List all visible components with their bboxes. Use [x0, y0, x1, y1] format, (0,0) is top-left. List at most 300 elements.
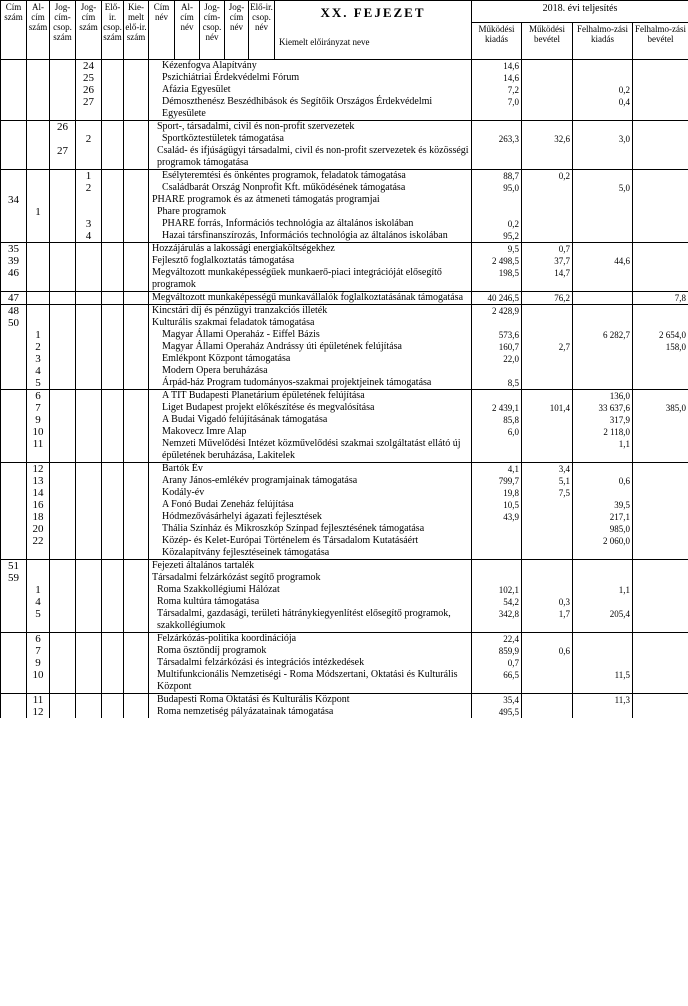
cim-szam: [1, 438, 27, 463]
mukodesi-bevetel-value: 0,2: [522, 170, 573, 183]
empty-cell: [102, 292, 124, 305]
mukodesi-bevetel-value: [522, 426, 573, 438]
mukodesi-kiadas-value: 342,8: [472, 608, 522, 633]
mukodesi-bevetel-value: [522, 584, 573, 596]
empty-cell: [102, 511, 124, 523]
mukodesi-kiadas-value: [472, 365, 522, 377]
table-row: [1, 377, 688, 390]
item-name: Sportköztestületek támogatása: [149, 133, 472, 145]
item-name: Megváltozott munkaképességűek munkaerő-piaci integrációját elősegítő programok: [149, 267, 472, 292]
jogcimcsop-szam: [50, 584, 76, 596]
table-row: [1, 426, 688, 438]
mukodesi-kiadas-value: 22,4: [472, 633, 522, 646]
jogcim-szam: [76, 560, 102, 573]
empty-cell: [124, 72, 149, 84]
felhalmozasi-bevetel-value: [633, 390, 688, 403]
alcim-szam: [27, 96, 50, 121]
felhalmozasi-bevetel-value: [633, 426, 688, 438]
alcim-szam: 18: [27, 511, 50, 523]
empty-cell: [102, 182, 124, 194]
item-name: Magyar Állami Operaház - Eiffel Bázis: [149, 329, 472, 341]
cim-szam: [1, 329, 27, 341]
jogcim-szam: [76, 657, 102, 669]
empty-cell: [124, 133, 149, 145]
cim-szam: 50: [1, 317, 27, 329]
jogcimcsop-szam: [50, 317, 76, 329]
jogcimcsop-szam: [50, 365, 76, 377]
empty-cell: [102, 499, 124, 511]
jogcimcsop-szam: [50, 353, 76, 365]
felhalmozasi-kiadas-value: [573, 170, 633, 183]
mukodesi-bevetel-value: [522, 572, 573, 584]
mukodesi-kiadas-value: 0,2: [472, 218, 522, 230]
mukodesi-kiadas-value: 160,7: [472, 341, 522, 353]
mukodesi-kiadas-value: 10,5: [472, 499, 522, 511]
empty-cell: [124, 206, 149, 218]
cim-szam: [1, 60, 27, 73]
felhalmozasi-kiadas-value: [573, 596, 633, 608]
felhalmozasi-kiadas-value: [573, 633, 633, 646]
item-name: Társadalmi felzárkózási és integrációs intézkedések: [149, 657, 472, 669]
alcim-szam: 13: [27, 475, 50, 487]
item-name: Liget Budapest projekt előkészítése és megvalósítása: [149, 402, 472, 414]
table-row: [1, 133, 688, 145]
empty-cell: [124, 596, 149, 608]
felhalmozasi-kiadas-value: 6 282,7: [573, 329, 633, 341]
felhalmozasi-bevetel-value: [633, 633, 688, 646]
mukodesi-kiadas-value: [472, 121, 522, 134]
jogcim-szam: [76, 194, 102, 206]
jogcim-szam: [76, 596, 102, 608]
cim-szam: [1, 218, 27, 230]
item-name: Roma Szakkollégiumi Hálózat: [149, 584, 472, 596]
jogcimcsop-szam: [50, 96, 76, 121]
mukodesi-kiadas-value: 14,6: [472, 60, 522, 73]
cim-szam: [1, 377, 27, 390]
header-eloircsop-szam: Elő-ir. csop. szám: [102, 1, 124, 60]
alcim-szam: 5: [27, 377, 50, 390]
alcim-szam: 12: [27, 463, 50, 476]
jogcim-szam: [76, 145, 102, 170]
jogcim-szam: [76, 572, 102, 584]
alcim-szam: 1: [27, 584, 50, 596]
felhalmozasi-kiadas-value: [573, 317, 633, 329]
empty-cell: [124, 230, 149, 243]
empty-cell: [102, 60, 124, 73]
felhalmozasi-bevetel-value: [633, 96, 688, 121]
mukodesi-kiadas-value: 95,2: [472, 230, 522, 243]
item-name: A TIT Budapesti Planetárium épületének felújítása: [149, 390, 472, 403]
jogcimcsop-szam: [50, 230, 76, 243]
header-kiemelt-szam: Kie-melt elő-ir. szám: [124, 1, 149, 60]
empty-cell: [102, 463, 124, 476]
table-row: [1, 572, 688, 584]
alcim-szam: [27, 84, 50, 96]
table-row: [1, 267, 688, 292]
cim-szam: [1, 414, 27, 426]
mukodesi-kiadas-value: [472, 206, 522, 218]
item-name: A Fonó Budai Zeneház felújítása: [149, 499, 472, 511]
felhalmozasi-bevetel-value: [633, 463, 688, 476]
jogcim-szam: [76, 608, 102, 633]
item-name: Nemzeti Művelődési Intézet közművelődési szakmai szolgáltatást ellátó új épületének beruházása, Lakitelek: [149, 438, 472, 463]
mukodesi-bevetel-value: [522, 438, 573, 463]
felhalmozasi-bevetel-value: 2 654,0: [633, 329, 688, 341]
felhalmozasi-kiadas-value: 5,0: [573, 182, 633, 194]
jogcim-szam: [76, 206, 102, 218]
felhalmozasi-kiadas-value: 2 118,0: [573, 426, 633, 438]
cim-szam: [1, 669, 27, 694]
mukodesi-bevetel-value: [522, 669, 573, 694]
mukodesi-bevetel-value: [522, 329, 573, 341]
cim-szam: [1, 206, 27, 218]
header-jogcim-nev: Jog-cím név: [225, 1, 249, 60]
item-name: Árpád-ház Program tudományos-szakmai projektjeinek támogatása: [149, 377, 472, 390]
empty-cell: [124, 523, 149, 535]
jogcim-szam: [76, 633, 102, 646]
mukodesi-kiadas-value: 43,9: [472, 511, 522, 523]
mukodesi-kiadas-value: 88,7: [472, 170, 522, 183]
table-row: [1, 511, 688, 523]
jogcimcsop-szam: [50, 475, 76, 487]
alcim-szam: [27, 182, 50, 194]
felhalmozasi-kiadas-value: [573, 305, 633, 318]
item-name: Társadalmi felzárkózást segítő programok: [149, 572, 472, 584]
felhalmozasi-kiadas-value: 11,5: [573, 669, 633, 694]
jogcim-szam: [76, 377, 102, 390]
empty-cell: [124, 121, 149, 134]
empty-cell: [102, 194, 124, 206]
jogcimcsop-szam: [50, 523, 76, 535]
jogcim-szam: [76, 414, 102, 426]
item-name: Budapesti Roma Oktatási és Kulturális Központ: [149, 694, 472, 707]
felhalmozasi-kiadas-value: [573, 218, 633, 230]
alcim-szam: 5: [27, 608, 50, 633]
alcim-szam: 4: [27, 365, 50, 377]
alcim-szam: [27, 194, 50, 206]
empty-cell: [124, 377, 149, 390]
jogcim-szam: 27: [76, 96, 102, 121]
jogcimcsop-szam: [50, 487, 76, 499]
empty-cell: [124, 584, 149, 596]
item-name: Emlékpont Központ támogatása: [149, 353, 472, 365]
felhalmozasi-bevetel-value: [633, 255, 688, 267]
mukodesi-kiadas-value: [472, 145, 522, 170]
table-row: [1, 145, 688, 170]
table-row: [1, 523, 688, 535]
mukodesi-bevetel-value: [522, 377, 573, 390]
jogcimcsop-szam: [50, 535, 76, 560]
felhalmozasi-kiadas-value: [573, 60, 633, 73]
felhalmozasi-bevetel-value: [633, 535, 688, 560]
jogcimcsop-szam: [50, 341, 76, 353]
jogcimcsop-szam: [50, 267, 76, 292]
empty-cell: [102, 390, 124, 403]
jogcim-szam: [76, 584, 102, 596]
mukodesi-bevetel-value: [522, 60, 573, 73]
table-row: [1, 353, 688, 365]
table-row: [1, 475, 688, 487]
item-name: Makovecz Imre Alap: [149, 426, 472, 438]
mukodesi-kiadas-value: 102,1: [472, 584, 522, 596]
item-name: Roma kultúra támogatása: [149, 596, 472, 608]
empty-cell: [124, 608, 149, 633]
cim-szam: [1, 535, 27, 560]
empty-cell: [102, 523, 124, 535]
mukodesi-bevetel-value: 3,4: [522, 463, 573, 476]
cim-szam: 48: [1, 305, 27, 318]
mukodesi-bevetel-value: 14,7: [522, 267, 573, 292]
alcim-szam: [27, 267, 50, 292]
jogcim-szam: [76, 121, 102, 134]
item-name: Esélyteremtési és önkéntes programok, feladatok támogatása: [149, 170, 472, 183]
item-name: Pszichiátriai Érdekvédelmi Fórum: [149, 72, 472, 84]
item-name: Multifunkcionális Nemzetiségi - Roma Módszertani, Oktatási és Kulturális Központ: [149, 669, 472, 694]
felhalmozasi-kiadas-value: [573, 72, 633, 84]
cim-szam: [1, 645, 27, 657]
alcim-szam: [27, 170, 50, 183]
felhalmozasi-kiadas-value: 0,4: [573, 96, 633, 121]
empty-cell: [124, 96, 149, 121]
felhalmozasi-bevetel-value: [633, 706, 688, 718]
cim-szam: [1, 341, 27, 353]
cim-szam: [1, 706, 27, 718]
mukodesi-bevetel-value: [522, 523, 573, 535]
felhalmozasi-bevetel-value: [633, 194, 688, 206]
empty-cell: [124, 84, 149, 96]
table-row: [1, 414, 688, 426]
item-name: Roma ösztöndíj programok: [149, 645, 472, 657]
mukodesi-bevetel-value: [522, 499, 573, 511]
table-row: [1, 292, 688, 305]
empty-cell: [124, 463, 149, 476]
mukodesi-bevetel-value: [522, 535, 573, 560]
empty-cell: [124, 475, 149, 487]
table-row: [1, 96, 688, 121]
alcim-szam: 3: [27, 353, 50, 365]
header-jogcimcsop-szam: Jog-cím-csop. szám: [50, 1, 76, 60]
mukodesi-kiadas-value: [472, 572, 522, 584]
empty-cell: [124, 414, 149, 426]
jogcimcsop-szam: [50, 84, 76, 96]
alcim-szam: [27, 572, 50, 584]
table-row: [1, 72, 688, 84]
felhalmozasi-bevetel-value: [633, 669, 688, 694]
alcim-szam: [27, 121, 50, 134]
table-row: [1, 499, 688, 511]
item-name: Arany János-emlékév programjainak támogatása: [149, 475, 472, 487]
felhalmozasi-bevetel-value: 7,8: [633, 292, 688, 305]
jogcim-szam: 26: [76, 84, 102, 96]
felhalmozasi-bevetel-value: [633, 487, 688, 499]
table-row: [1, 329, 688, 341]
alcim-szam: [27, 317, 50, 329]
table-row: [1, 669, 688, 694]
header-alcim-szam: Al-cím szám: [27, 1, 50, 60]
alcim-szam: 4: [27, 596, 50, 608]
jogcimcsop-szam: [50, 402, 76, 414]
felhalmozasi-kiadas-value: [573, 706, 633, 718]
mukodesi-bevetel-value: [522, 365, 573, 377]
empty-cell: [124, 499, 149, 511]
jogcim-szam: [76, 499, 102, 511]
mukodesi-bevetel-value: [522, 72, 573, 84]
cim-szam: [1, 84, 27, 96]
jogcimcsop-szam: [50, 243, 76, 256]
empty-cell: [124, 438, 149, 463]
felhalmozasi-bevetel-value: [633, 60, 688, 73]
jogcim-szam: 2: [76, 133, 102, 145]
cim-szam: [1, 402, 27, 414]
mukodesi-kiadas-value: 19,8: [472, 487, 522, 499]
cim-szam: [1, 633, 27, 646]
jogcimcsop-szam: [50, 426, 76, 438]
jogcim-szam: [76, 353, 102, 365]
jogcim-szam: [76, 438, 102, 463]
alcim-szam: 12: [27, 706, 50, 718]
jogcimcsop-szam: [50, 170, 76, 183]
felhalmozasi-kiadas-value: 205,4: [573, 608, 633, 633]
felhalmozasi-bevetel-value: [633, 377, 688, 390]
empty-cell: [102, 645, 124, 657]
empty-cell: [124, 60, 149, 73]
felhalmozasi-kiadas-value: [573, 145, 633, 170]
cim-szam: 34: [1, 194, 27, 206]
empty-cell: [102, 608, 124, 633]
felhalmozasi-bevetel-value: [633, 218, 688, 230]
felhalmozasi-bevetel-value: [633, 305, 688, 318]
empty-cell: [124, 243, 149, 256]
alcim-szam: 9: [27, 414, 50, 426]
alcim-szam: 20: [27, 523, 50, 535]
felhalmozasi-bevetel-value: [633, 353, 688, 365]
jogcim-szam: [76, 535, 102, 560]
empty-cell: [102, 218, 124, 230]
mukodesi-bevetel-value: [522, 121, 573, 134]
mukodesi-kiadas-value: 4,1: [472, 463, 522, 476]
alcim-szam: [27, 60, 50, 73]
header-kiemelt-nev: Kiemelt előirányzat neve: [275, 23, 472, 60]
felhalmozasi-kiadas-value: 985,0: [573, 523, 633, 535]
mukodesi-kiadas-value: 14,6: [472, 72, 522, 84]
table-row: [1, 560, 688, 573]
cim-szam: [1, 145, 27, 170]
empty-cell: [124, 145, 149, 170]
empty-cell: [102, 365, 124, 377]
felhalmozasi-bevetel-value: [633, 572, 688, 584]
felhalmozasi-bevetel-value: [633, 694, 688, 707]
item-name: Családbarát Ország Nonprofit Kft. működésének támogatása: [149, 182, 472, 194]
cim-szam: [1, 390, 27, 403]
felhalmozasi-kiadas-value: [573, 194, 633, 206]
felhalmozasi-bevetel-value: [633, 499, 688, 511]
empty-cell: [102, 145, 124, 170]
felhalmozasi-bevetel-value: [633, 645, 688, 657]
jogcimcsop-szam: [50, 414, 76, 426]
jogcimcsop-szam: [50, 572, 76, 584]
mukodesi-bevetel-value: 0,3: [522, 596, 573, 608]
cim-szam: [1, 463, 27, 476]
empty-cell: [102, 72, 124, 84]
empty-cell: [124, 511, 149, 523]
felhalmozasi-bevetel-value: 385,0: [633, 402, 688, 414]
mukodesi-kiadas-value: 263,3: [472, 133, 522, 145]
empty-cell: [124, 694, 149, 707]
empty-cell: [102, 133, 124, 145]
felhalmozasi-kiadas-value: 317,9: [573, 414, 633, 426]
felhalmozasi-kiadas-value: [573, 572, 633, 584]
mukodesi-bevetel-value: 101,4: [522, 402, 573, 414]
empty-cell: [124, 390, 149, 403]
item-name: Afázia Egyesület: [149, 84, 472, 96]
empty-cell: [124, 292, 149, 305]
empty-cell: [102, 121, 124, 134]
table-row: [1, 84, 688, 96]
alcim-szam: [27, 255, 50, 267]
mukodesi-bevetel-value: [522, 218, 573, 230]
alcim-szam: 6: [27, 633, 50, 646]
cim-szam: [1, 608, 27, 633]
jogcimcsop-szam: [50, 218, 76, 230]
jogcim-szam: [76, 475, 102, 487]
empty-cell: [124, 402, 149, 414]
jogcimcsop-szam: [50, 255, 76, 267]
mukodesi-kiadas-value: 2 498,5: [472, 255, 522, 267]
header-cim-szam: Cím szám: [1, 1, 27, 60]
table-row: [1, 463, 688, 476]
cim-szam: [1, 694, 27, 707]
cim-szam: [1, 523, 27, 535]
cim-szam: [1, 475, 27, 487]
item-name: Család- és ifjúságügyi társadalmi, civil és non-profit szervezetek és közösségi programok támogatása: [149, 145, 472, 170]
empty-cell: [124, 365, 149, 377]
mukodesi-kiadas-value: [472, 523, 522, 535]
mukodesi-bevetel-value: [522, 633, 573, 646]
table-row: [1, 230, 688, 243]
alcim-szam: [27, 230, 50, 243]
felhalmozasi-bevetel-value: [633, 584, 688, 596]
header-felhalmozasi-bevetel: Felhalmo-zási bevétel: [633, 23, 688, 60]
alcim-szam: 10: [27, 669, 50, 694]
empty-cell: [102, 329, 124, 341]
empty-cell: [124, 194, 149, 206]
mukodesi-kiadas-value: [472, 390, 522, 403]
mukodesi-kiadas-value: 0,7: [472, 657, 522, 669]
table-row: [1, 596, 688, 608]
jogcim-szam: [76, 706, 102, 718]
item-name: Roma nemzetiség pályázatainak támogatása: [149, 706, 472, 718]
felhalmozasi-kiadas-value: 1,1: [573, 584, 633, 596]
cim-szam: [1, 365, 27, 377]
table-row: [1, 121, 688, 134]
felhalmozasi-kiadas-value: [573, 353, 633, 365]
felhalmozasi-bevetel-value: [633, 182, 688, 194]
table-row: [1, 535, 688, 560]
jogcimcsop-szam: [50, 390, 76, 403]
item-name: Sport-, társadalmi, civil és non-profit szervezetek: [149, 121, 472, 134]
cim-szam: 46: [1, 267, 27, 292]
jogcimcsop-szam: 26: [50, 121, 76, 134]
table-header: [1, 1, 688, 60]
item-name: Hozzájárulás a lakossági energiaköltségekhez: [149, 243, 472, 256]
cim-szam: 59: [1, 572, 27, 584]
empty-cell: [102, 475, 124, 487]
jogcimcsop-szam: [50, 669, 76, 694]
mukodesi-kiadas-value: [472, 317, 522, 329]
felhalmozasi-bevetel-value: [633, 414, 688, 426]
felhalmozasi-kiadas-value: [573, 121, 633, 134]
table-row: [1, 182, 688, 194]
